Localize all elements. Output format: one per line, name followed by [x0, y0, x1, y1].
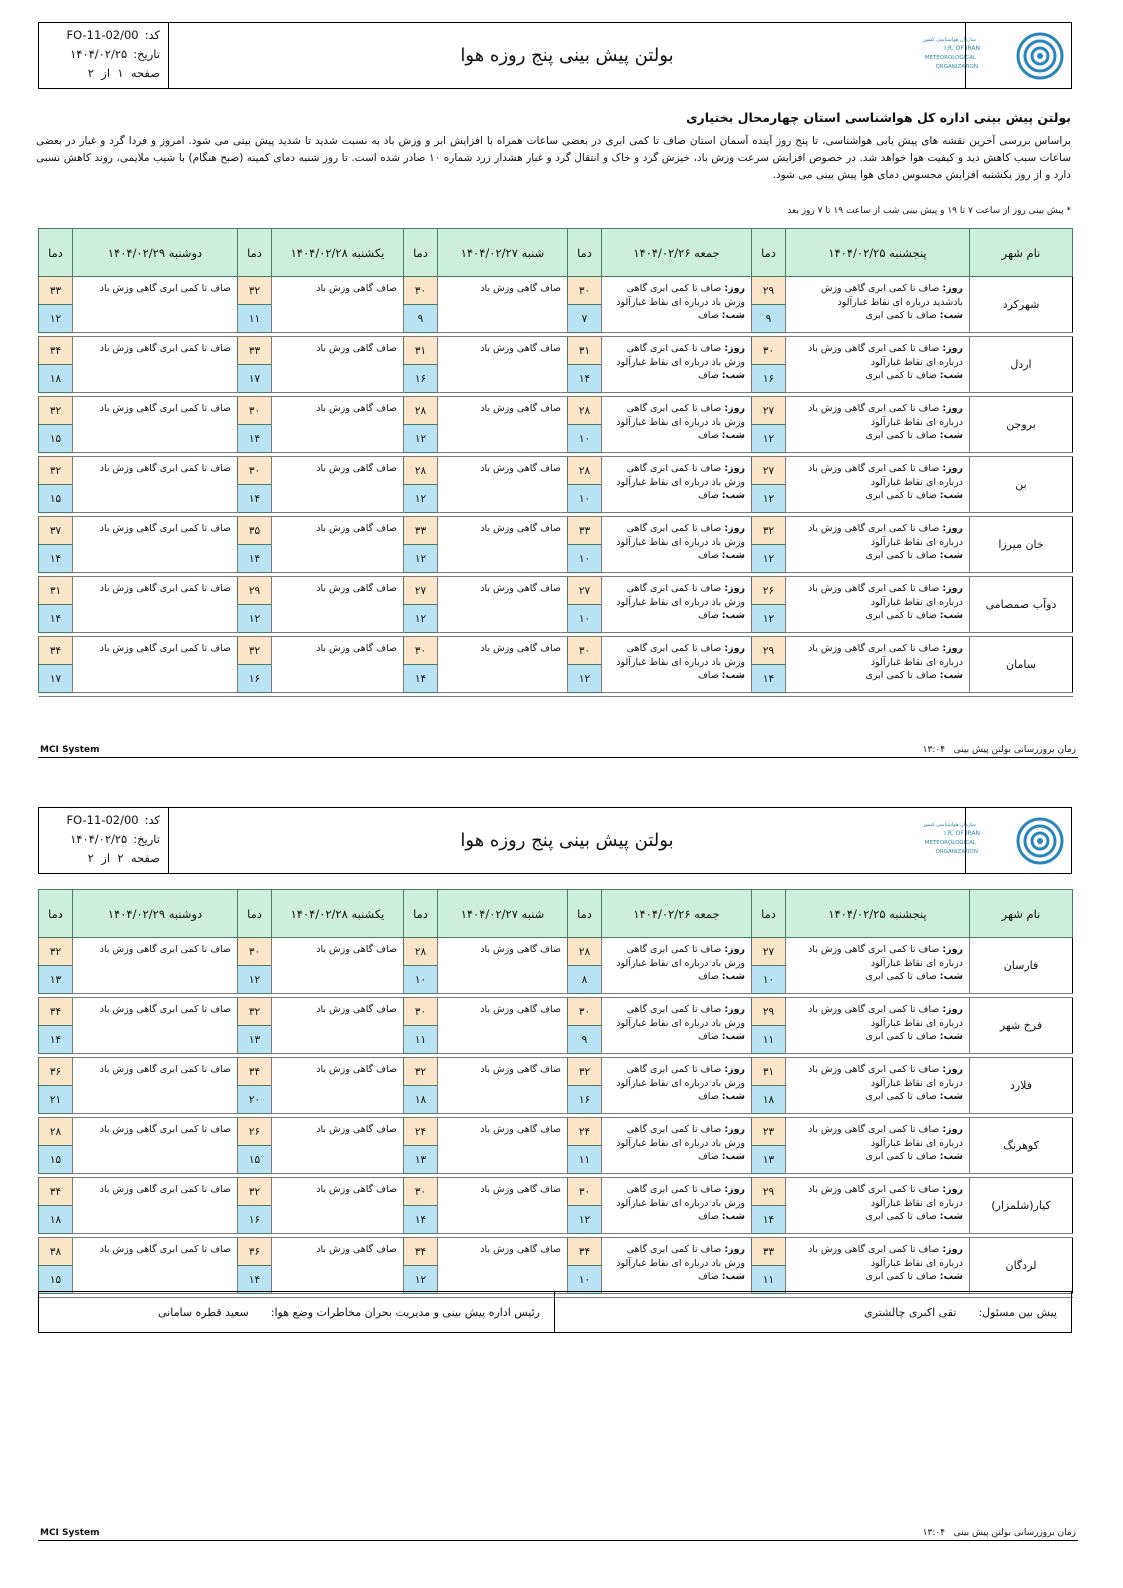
max-temp: ۳۴ [568, 1238, 602, 1266]
max-temp: ۲۹ [752, 277, 786, 305]
forecast-cell: صاف گاهی وزش باد [438, 1238, 568, 1294]
max-temp: ۲۸ [404, 938, 438, 966]
max-temp: ۲۴ [404, 1118, 438, 1146]
city-name: سامان [970, 637, 1073, 693]
table-row [39, 1118, 1073, 1146]
forecast-cell: روز: صاف تا کمی ابری گاهی وزش باد درباره ای نقاط غبارآلود شب: صاف [602, 517, 752, 573]
day-header: دوشنبه ۱۴۰۴/۰۲/۲۹ [73, 890, 238, 938]
max-temp: ۳۸ [39, 1238, 73, 1266]
max-temp: ۲۸ [568, 397, 602, 425]
forecast-cell: صاف تا کمی ابری گاهی وزش باد [73, 1058, 238, 1114]
min-temp: ۱۷ [39, 665, 73, 693]
forecast-cell: روز: صاف تا کمی ابری گاهی وزش باد درباره ای نقاط غبارآلود شب: صاف تا کمی ابری [786, 998, 970, 1054]
forecast-cell: صاف گاهی وزش باد [438, 938, 568, 994]
temp-header: دما [404, 890, 438, 938]
max-temp: ۲۷ [752, 457, 786, 485]
forecast-cell: صاف گاهی وزش باد [438, 998, 568, 1054]
temp-header: دما [568, 890, 602, 938]
forecast-cell: روز: صاف تا کمی ابری گاهی وزش باد درباره ای نقاط غبارآلود شب: صاف [602, 457, 752, 513]
max-temp: ۳۳ [568, 517, 602, 545]
day-header: یکشنبه ۱۴۰۴/۰۲/۲۸ [272, 890, 404, 938]
date-label: تاریخ: [133, 47, 160, 61]
max-temp: ۲۷ [752, 397, 786, 425]
max-temp: ۳۴ [39, 998, 73, 1026]
update-time: زمان بروزرسانی بولتن پیش بینی ۱۳:۰۴ [922, 745, 1076, 755]
min-temp: ۹ [404, 305, 438, 333]
forecast-cell: روز: صاف تا کمی ابری گاهی وزش باد درباره ای نقاط غبارآلود شب: صاف تا کمی ابری [786, 1058, 970, 1114]
city-name: فرخ شهر [970, 998, 1073, 1054]
max-temp: ۲۸ [568, 457, 602, 485]
system-name: MCI System [40, 745, 100, 755]
day-header: پنجشنبه ۱۴۰۴/۰۲/۲۵ [786, 890, 970, 938]
min-temp: ۱۳ [39, 966, 73, 994]
min-temp: ۱۲ [404, 545, 438, 573]
max-temp: ۳۰ [238, 397, 272, 425]
forecast-cell: صاف گاهی وزش باد [438, 397, 568, 453]
day-header: جمعه ۱۴۰۴/۰۲/۲۶ [602, 890, 752, 938]
max-temp: ۳۴ [39, 337, 73, 365]
forecaster-name: تقی اکبری چالشتری [864, 1305, 957, 1319]
max-temp: ۳۳ [39, 277, 73, 305]
temp-header: دما [238, 890, 272, 938]
max-temp: ۳۰ [568, 277, 602, 305]
table-row [39, 1178, 1073, 1206]
min-temp: ۹ [568, 1026, 602, 1054]
forecast-cell: صاف گاهی وزش باد [272, 637, 404, 693]
min-temp: ۱۸ [404, 1086, 438, 1114]
max-temp: ۳۲ [238, 637, 272, 665]
bulletin-intro: براساس بررسی آخرین نقشه های پیش یابی هواشناسی، تا پنج روز آینده آسمان استان صاف تا کمی ابری در بعضی ساعات همراه با افزایش ابر و وزش باد به نسبت شدید تا شدید پیش بینی می شود. امروز و فردا گرد و غبار در بعضی ساعات سبب کاهش دید و کیفیت هوا خواهد شد. در خصوص افزایش سرعت وزش باد، خیزش گرد و خاک و انتقال گرد و غبار هشدار زرد شماره ۱۰ صادر شده است. تا روز شنبه دمای کمینه (صبح هنگام) با شیب ملایمی، روند کاهش نسبی دارد و از روز یکشنبه افزایش محسوس دمای هوا پیش بینی می شود. [36, 135, 1071, 181]
min-temp: ۱۳ [238, 1026, 272, 1054]
min-temp: ۱۲ [404, 485, 438, 513]
min-temp: ۱۲ [39, 305, 73, 333]
city-name: کوهرنگ [970, 1118, 1073, 1174]
forecaster-signature [555, 1292, 1071, 1332]
bulletin-title: بولتن پیش بینی پنج روزه هوا [460, 830, 674, 851]
forecast-cell: روز: صاف تا کمی ابری گاهی وزش باد درباره ای نقاط غبارآلود شب: صاف تا کمی ابری [786, 1118, 970, 1174]
forecast-time-note: * پیش بینی روز از ساعت ۷ تا ۱۹ و پیش بینی شب از ساعت ۱۹ تا ۷ روز بعد [787, 206, 1071, 216]
code-value: FO-11-02/00 [66, 28, 139, 42]
max-temp: ۳۲ [568, 1058, 602, 1086]
min-temp: ۱۴ [238, 485, 272, 513]
max-temp: ۲۸ [404, 397, 438, 425]
forecast-cell: صاف گاهی وزش باد [272, 577, 404, 633]
forecast-cell: صاف گاهی وزش باد [438, 337, 568, 393]
max-temp: ۳۲ [39, 457, 73, 485]
max-temp: ۳۷ [39, 517, 73, 545]
forecast-cell: صاف تا کمی ابری گاهی وزش باد [73, 637, 238, 693]
day-header: پنجشنبه ۱۴۰۴/۰۲/۲۵ [786, 229, 970, 277]
forecast-cell: صاف گاهی وزش باد [438, 577, 568, 633]
temp-header: دما [238, 229, 272, 277]
max-temp: ۳۵ [238, 517, 272, 545]
svg-text:ORGANIZATION: ORGANIZATION [935, 63, 978, 70]
forecast-cell: صاف گاهی وزش باد [272, 1058, 404, 1114]
of-label: از [101, 66, 111, 80]
max-temp: ۲۴ [568, 1118, 602, 1146]
max-temp: ۳۰ [404, 637, 438, 665]
forecast-cell: صاف گاهی وزش باد [438, 457, 568, 513]
max-temp: ۳۴ [39, 1178, 73, 1206]
min-temp: ۱۲ [752, 605, 786, 633]
forecast-cell: صاف گاهی وزش باد [272, 1118, 404, 1174]
min-temp: ۱۱ [404, 1026, 438, 1054]
min-temp: ۱۱ [752, 1026, 786, 1054]
forecast-cell: روز: صاف تا کمی ابری گاهی وزش باد درباره ای نقاط غبارآلود شب: صاف [602, 938, 752, 994]
min-temp: ۱۵ [39, 1266, 73, 1294]
total-pages: ۲ [87, 851, 94, 865]
forecast-cell: صاف گاهی وزش باد [272, 457, 404, 513]
min-temp: ۱۴ [39, 605, 73, 633]
page-number: ۱ [117, 66, 124, 80]
min-temp: ۱۵ [39, 425, 73, 453]
max-temp: ۳۲ [238, 998, 272, 1026]
min-temp: ۱۶ [568, 1086, 602, 1114]
forecast-cell: روز: صاف تا کمی ابری گاهی وزش باد درباره ای نقاط غبارآلود شب: صاف تا کمی ابری [786, 1178, 970, 1234]
city-name: فلارد [970, 1058, 1073, 1114]
forecast-cell: صاف گاهی وزش باد [438, 1058, 568, 1114]
max-temp: ۳۳ [404, 517, 438, 545]
min-temp: ۱۳ [404, 1146, 438, 1174]
max-temp: ۳۰ [568, 637, 602, 665]
forecast-cell: صاف تا کمی ابری گاهی وزش باد [73, 938, 238, 994]
min-temp: ۱۵ [39, 485, 73, 513]
min-temp: ۱۴ [404, 665, 438, 693]
head-label: رئیس اداره پیش بینی و مدیریت بحران مخاطرات وضع هوا: [270, 1305, 540, 1319]
forecast-cell: روز: صاف تا کمی ابری گاهی وزش باد درباره ای نقاط غبارآلود شب: صاف [602, 337, 752, 393]
forecast-cell: روز: صاف تا کمی ابری گاهی وزش باد درباره ای نقاط غبارآلود شب: صاف [602, 1238, 752, 1294]
max-temp: ۳۲ [404, 1058, 438, 1086]
min-temp: ۱۴ [568, 365, 602, 393]
meteorological-organization-logo [922, 808, 1071, 873]
page-label: صفحه [130, 66, 160, 80]
max-temp: ۳۶ [39, 1058, 73, 1086]
forecast-table-page2 [38, 889, 1073, 1298]
min-temp: ۱۲ [238, 605, 272, 633]
table-row [39, 397, 1073, 425]
code-label: کد: [144, 813, 160, 827]
temp-header: دما [752, 229, 786, 277]
forecast-cell: روز: صاف تا کمی ابری گاهی وزش باد درباره ای نقاط غبارآلود شب: صاف تا کمی ابری [786, 938, 970, 994]
of-label: از [101, 851, 111, 865]
forecast-table-page1 [38, 228, 1073, 697]
min-temp: ۲۱ [39, 1086, 73, 1114]
max-temp: ۲۹ [752, 998, 786, 1026]
table-row [39, 577, 1073, 605]
svg-text:ORGANIZATION: ORGANIZATION [935, 848, 978, 855]
max-temp: ۳۲ [752, 517, 786, 545]
forecast-cell: صاف گاهی وزش باد [438, 637, 568, 693]
table-row [39, 1058, 1073, 1086]
table-row [39, 337, 1073, 365]
max-temp: ۳۴ [404, 1238, 438, 1266]
min-temp: ۱۰ [568, 1266, 602, 1294]
date-value: ۱۴۰۴/۰۲/۲۵ [70, 47, 128, 61]
min-temp: ۱۴ [752, 1206, 786, 1234]
forecast-cell: روز: صاف تا کمی ابری گاهی وزش باد درباره ای نقاط غبارآلود شب: صاف [602, 277, 752, 333]
page2-footer [38, 1528, 1078, 1541]
min-temp: ۱۴ [752, 665, 786, 693]
page2-header [38, 807, 1072, 874]
max-temp: ۳۰ [238, 457, 272, 485]
min-temp: ۸ [568, 966, 602, 994]
min-temp: ۱۱ [238, 305, 272, 333]
min-temp: ۱۰ [568, 545, 602, 573]
svg-text:METEOROLOGICAL: METEOROLOGICAL [924, 54, 976, 61]
svg-text:METEOROLOGICAL: METEOROLOGICAL [924, 839, 976, 846]
city-header: نام شهر [970, 229, 1073, 277]
min-temp: ۱۷ [238, 365, 272, 393]
min-temp: ۷ [568, 305, 602, 333]
head-name: سعید قطره سامانی [158, 1305, 249, 1319]
forecaster-label: پیش بین مسئول: [978, 1305, 1057, 1319]
forecast-cell: صاف گاهی وزش باد [272, 998, 404, 1054]
page-label: صفحه [130, 851, 160, 865]
min-temp: ۹ [752, 305, 786, 333]
table-row [39, 938, 1073, 966]
max-temp: ۳۳ [752, 1238, 786, 1266]
max-temp: ۳۱ [568, 337, 602, 365]
document-meta [39, 23, 169, 88]
min-temp: ۲۰ [238, 1086, 272, 1114]
day-header: دوشنبه ۱۴۰۴/۰۲/۲۹ [73, 229, 238, 277]
city-name: شهرکرد [970, 277, 1073, 333]
min-temp: ۱۲ [404, 425, 438, 453]
min-temp: ۱۲ [752, 425, 786, 453]
min-temp: ۱۳ [752, 1146, 786, 1174]
temp-header: دما [39, 890, 73, 938]
svg-text:I.R. OF IRAN: I.R. OF IRAN [943, 44, 980, 52]
table-row [39, 998, 1073, 1026]
svg-text:سازمان هواشناسی کشور: سازمان هواشناسی کشور [922, 821, 976, 828]
date-value: ۱۴۰۴/۰۲/۲۵ [70, 832, 128, 846]
date-label: تاریخ: [133, 832, 160, 846]
forecast-cell: صاف تا کمی ابری گاهی وزش باد [73, 1118, 238, 1174]
forecast-cell: روز: صاف تا کمی ابری گاهی وزش باد درباره ای نقاط غبارآلود شب: صاف تا کمی ابری [786, 1238, 970, 1294]
min-temp: ۱۴ [39, 1026, 73, 1054]
max-temp: ۳۰ [752, 337, 786, 365]
forecast-cell: صاف تا کمی ابری گاهی وزش باد [73, 1178, 238, 1234]
min-temp: ۱۲ [568, 1206, 602, 1234]
forecast-cell: صاف تا کمی ابری گاهی وزش باد [73, 998, 238, 1054]
forecast-cell: صاف گاهی وزش باد [272, 517, 404, 573]
max-temp: ۳۲ [39, 938, 73, 966]
max-temp: ۲۸ [39, 1118, 73, 1146]
forecast-cell: روز: صاف تا کمی ابری گاهی وزش باد درباره ای نقاط غبارآلود شب: صاف [602, 637, 752, 693]
total-pages: ۲ [87, 66, 94, 80]
forecast-cell: روز: صاف تا کمی ابری گاهی وزش باد درباره ای نقاط غبارآلود شب: صاف [602, 998, 752, 1054]
max-temp: ۳۲ [238, 277, 272, 305]
city-name: خان میرزا [970, 517, 1073, 573]
forecast-cell: روز: صاف تا کمی ابری گاهی وزش باد درباره ای نقاط غبارآلود شب: صاف [602, 577, 752, 633]
signature-box [38, 1291, 1072, 1333]
day-header: شنبه ۱۴۰۴/۰۲/۲۷ [438, 229, 568, 277]
min-temp: ۱۸ [39, 1206, 73, 1234]
city-name: فارسان [970, 938, 1073, 994]
min-temp: ۱۸ [752, 1086, 786, 1114]
max-temp: ۳۰ [238, 938, 272, 966]
min-temp: ۱۴ [238, 545, 272, 573]
max-temp: ۳۲ [39, 397, 73, 425]
max-temp: ۳۰ [568, 998, 602, 1026]
max-temp: ۲۷ [752, 938, 786, 966]
max-temp: ۳۲ [238, 1178, 272, 1206]
svg-text:I.R. OF IRAN: I.R. OF IRAN [943, 829, 980, 837]
table-row [39, 637, 1073, 665]
system-name: MCI System [40, 1528, 100, 1538]
max-temp: ۲۷ [568, 577, 602, 605]
min-temp: ۱۴ [238, 1266, 272, 1294]
min-temp: ۱۲ [752, 485, 786, 513]
day-header: یکشنبه ۱۴۰۴/۰۲/۲۸ [272, 229, 404, 277]
code-value: FO-11-02/00 [66, 813, 139, 827]
forecast-cell: صاف گاهی وزش باد [272, 277, 404, 333]
min-temp: ۱۵ [238, 1146, 272, 1174]
min-temp: ۱۰ [752, 966, 786, 994]
max-temp: ۲۳ [752, 1118, 786, 1146]
page-number: ۲ [117, 851, 124, 865]
min-temp: ۱۶ [238, 665, 272, 693]
temp-header: دما [404, 229, 438, 277]
table-row [39, 457, 1073, 485]
row-spacer [39, 693, 1073, 697]
min-temp: ۱۶ [752, 365, 786, 393]
min-temp: ۱۰ [568, 485, 602, 513]
max-temp: ۳۰ [404, 1178, 438, 1206]
forecast-cell: روز: صاف تا کمی ابری گاهی وزش باد درباره ای نقاط غبارآلود شب: صاف تا کمی ابری [786, 577, 970, 633]
min-temp: ۱۴ [404, 1206, 438, 1234]
forecast-cell: صاف گاهی وزش باد [272, 1238, 404, 1294]
head-signature [39, 1292, 555, 1332]
forecast-cell: روز: صاف تا کمی ابری گاهی وزش باد درباره ای نقاط غبارآلود شب: صاف تا کمی ابری [786, 637, 970, 693]
min-temp: ۱۰ [568, 605, 602, 633]
max-temp: ۳۱ [39, 577, 73, 605]
max-temp: ۲۸ [404, 457, 438, 485]
min-temp: ۱۲ [752, 545, 786, 573]
max-temp: ۳۱ [752, 1058, 786, 1086]
forecast-cell: صاف تا کمی ابری گاهی وزش باد [73, 457, 238, 513]
day-header: جمعه ۱۴۰۴/۰۲/۲۶ [602, 229, 752, 277]
city-name: بروجن [970, 397, 1073, 453]
max-temp: ۳۴ [238, 1058, 272, 1086]
forecast-cell: روز: صاف تا کمی ابری گاهی وزش باد درباره ای نقاط غبارآلود شب: صاف [602, 397, 752, 453]
meteorological-organization-logo [922, 23, 1071, 88]
min-temp: ۱۸ [39, 365, 73, 393]
city-name: اردل [970, 337, 1073, 393]
city-name: کیار(شلمزار) [970, 1178, 1073, 1234]
day-header: شنبه ۱۴۰۴/۰۲/۲۷ [438, 890, 568, 938]
forecast-cell: روز: صاف تا کمی ابری گاهی وزش باد درباره ای نقاط غبارآلود شب: صاف تا کمی ابری [786, 337, 970, 393]
max-temp: ۳۰ [404, 998, 438, 1026]
forecast-cell: صاف گاهی وزش باد [438, 1178, 568, 1234]
forecast-cell: روز: صاف تا کمی ابری گاهی وزش بادشدید درباره ای نقاط غبارآلود شب: صاف تا کمی ابری [786, 277, 970, 333]
forecast-cell: صاف گاهی وزش باد [272, 337, 404, 393]
max-temp: ۳۶ [238, 1238, 272, 1266]
min-temp: ۱۴ [238, 425, 272, 453]
table-row [39, 1238, 1073, 1266]
city-header: نام شهر [970, 890, 1073, 938]
min-temp: ۱۴ [39, 545, 73, 573]
min-temp: ۱۲ [238, 966, 272, 994]
svg-text:سازمان هواشناسی کشور: سازمان هواشناسی کشور [922, 36, 976, 43]
min-temp: ۱۲ [568, 665, 602, 693]
forecast-cell: روز: صاف تا کمی ابری گاهی وزش باد درباره ای نقاط غبارآلود شب: صاف [602, 1058, 752, 1114]
bulletin-title: بولتن پیش بینی پنج روزه هوا [460, 45, 674, 66]
forecast-cell: صاف تا کمی ابری گاهی وزش باد [73, 277, 238, 333]
document-meta [39, 808, 169, 873]
min-temp: ۱۲ [404, 1266, 438, 1294]
max-temp: ۲۹ [752, 637, 786, 665]
forecast-cell: صاف گاهی وزش باد [438, 1118, 568, 1174]
table-row [39, 277, 1073, 305]
min-temp: ۱۰ [568, 425, 602, 453]
page1-footer [38, 745, 1078, 758]
city-name: لردگان [970, 1238, 1073, 1294]
code-label: کد: [144, 28, 160, 42]
forecast-cell: صاف گاهی وزش باد [438, 517, 568, 573]
forecast-cell: روز: صاف تا کمی ابری گاهی وزش باد درباره ای نقاط غبارآلود شب: صاف [602, 1178, 752, 1234]
min-temp: ۱۱ [568, 1146, 602, 1174]
min-temp: ۱۶ [404, 365, 438, 393]
forecast-cell: صاف تا کمی ابری گاهی وزش باد [73, 397, 238, 453]
forecast-cell: روز: صاف تا کمی ابری گاهی وزش باد درباره ای نقاط غبارآلود شب: صاف [602, 1118, 752, 1174]
max-temp: ۲۸ [568, 938, 602, 966]
max-temp: ۳۳ [238, 337, 272, 365]
max-temp: ۳۱ [404, 337, 438, 365]
city-name: دوآب صمصامی [970, 577, 1073, 633]
forecast-cell: صاف تا کمی ابری گاهی وزش باد [73, 337, 238, 393]
min-temp: ۱۶ [238, 1206, 272, 1234]
update-time: زمان بروزرسانی بولتن پیش بینی ۱۳:۰۴ [922, 1528, 1076, 1538]
forecast-cell: روز: صاف تا کمی ابری گاهی وزش باد درباره ای نقاط غبارآلود شب: صاف تا کمی ابری [786, 397, 970, 453]
forecast-cell: صاف تا کمی ابری گاهی وزش باد [73, 517, 238, 573]
forecast-cell: صاف گاهی وزش باد [272, 397, 404, 453]
temp-header: دما [752, 890, 786, 938]
forecast-cell: صاف گاهی وزش باد [438, 277, 568, 333]
city-name: بن [970, 457, 1073, 513]
max-temp: ۲۹ [752, 1178, 786, 1206]
max-temp: ۲۹ [238, 577, 272, 605]
max-temp: ۳۰ [404, 277, 438, 305]
forecast-cell: روز: صاف تا کمی ابری گاهی وزش باد درباره ای نقاط غبارآلود شب: صاف تا کمی ابری [786, 517, 970, 573]
temp-header: دما [568, 229, 602, 277]
max-temp: ۲۶ [238, 1118, 272, 1146]
forecast-cell: روز: صاف تا کمی ابری گاهی وزش باد درباره ای نقاط غبارآلود شب: صاف تا کمی ابری [786, 457, 970, 513]
min-temp: ۱۰ [404, 966, 438, 994]
max-temp: ۲۶ [752, 577, 786, 605]
forecast-cell: صاف تا کمی ابری گاهی وزش باد [73, 1238, 238, 1294]
max-temp: ۲۷ [404, 577, 438, 605]
table-row [39, 517, 1073, 545]
bulletin-subtitle: بولتن پیش بینی اداره کل هواشناسی استان چهارمحال بختیاری [686, 110, 1071, 125]
min-temp: ۱۱ [752, 1266, 786, 1294]
forecast-cell: صاف تا کمی ابری گاهی وزش باد [73, 577, 238, 633]
page1-header [38, 22, 1072, 89]
min-temp: ۱۵ [39, 1146, 73, 1174]
forecast-cell: صاف گاهی وزش باد [272, 1178, 404, 1234]
temp-header: دما [39, 229, 73, 277]
max-temp: ۳۴ [39, 637, 73, 665]
max-temp: ۳۰ [568, 1178, 602, 1206]
forecast-cell: صاف گاهی وزش باد [272, 938, 404, 994]
min-temp: ۱۲ [404, 605, 438, 633]
